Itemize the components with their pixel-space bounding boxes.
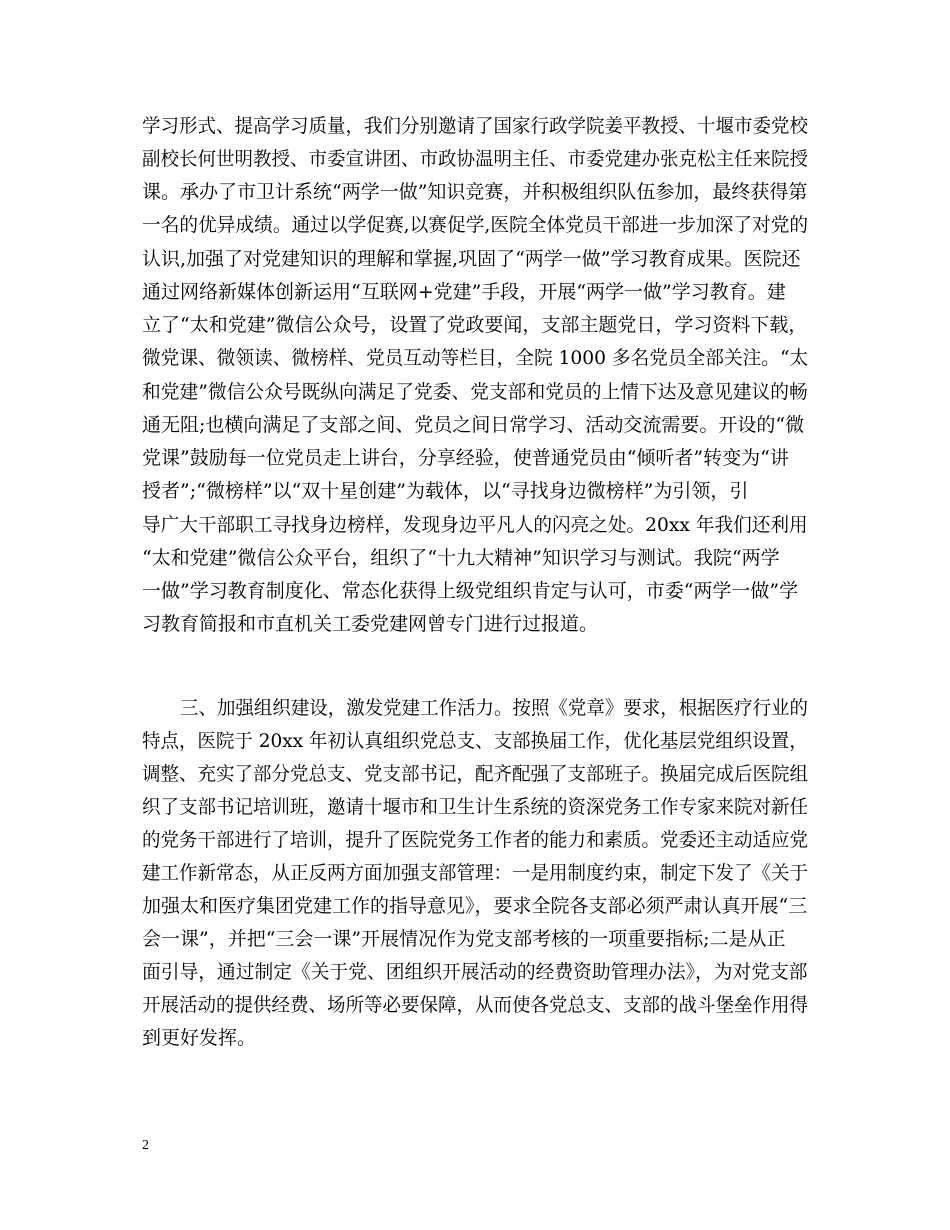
paragraph-2-line-8: 会一课”，并把“三会一课”开展情况作为党支部考核的一项重要指标;二是从正 bbox=[142, 928, 786, 950]
page-number: 2 bbox=[142, 1138, 149, 1153]
paragraph-1-line-9: 和党建”微信公众号既纵向满足了党委、党支部和党员的上情下达及意见建议的畅 bbox=[142, 381, 808, 403]
paragraph-1-line-11: 党课”鼓励每一位党员走上讲台，分享经验，使普通党员由“倾听者”转变为“讲 bbox=[142, 447, 789, 469]
paragraph-1-line-15: 一做”学习教育制度化、常态化获得上级党组织肯定与认可，市委“两学一做”学 bbox=[142, 580, 799, 602]
paragraph-1-line-2: 副校长何世明教授、市委宣讲团、市政协温明主任、市委党建办张克松主任来院授 bbox=[142, 148, 809, 170]
paragraph-2-line-6: 建工作新常态，从正反两方面加强支部管理：一是用制度约束，制定下发了《关于 bbox=[142, 862, 809, 884]
paragraph-1-line-5: 认识,加强了对党建知识的理解和掌握,巩固了“两学一做”学习教育成果。医院还 bbox=[142, 248, 801, 270]
paragraph-1-line-3: 课。承办了市卫计系统“两学一做”知识竞赛，并积极组织队伍参加，最终获得第 bbox=[142, 181, 808, 203]
paragraph-2-line-11: 到更好发挥。 bbox=[142, 1027, 257, 1049]
paragraph-2-line-9: 面引导，通过制定《关于党、团组织开展活动的经费资助管理办法》，为对党支部 bbox=[142, 961, 808, 983]
paragraph-2-line-2: 特点，医院于 20xx 年初认真组织党总支、支部换届工作，优化基层党组织设置， bbox=[142, 730, 808, 752]
paragraph-2-line-10: 开展活动的提供经费、场所等必要保障，从而使各党总支、支部的战斗堡垒作用得 bbox=[142, 994, 809, 1016]
paragraph-2-line-4: 织了支部书记培训班，邀请十堰市和卫生计生系统的资深党务工作专家来院对新任 bbox=[142, 796, 809, 818]
paragraph-1-line-8: 微党课、微领读、微榜样、党员互动等栏目，全院 1000 多名党员全部关注。“太 bbox=[142, 347, 809, 369]
paragraph-2-line-5: 的党务干部进行了培训，提升了医院党务工作者的能力和素质。党委还主动适应党 bbox=[142, 829, 809, 851]
paragraph-1-line-16: 习教育简报和市直机关工委党建网曾专门进行过报道。 bbox=[142, 613, 599, 635]
paragraph-1-line-13: 导广大干部职工寻找身边榜样，发现身边平凡人的闪亮之处。20xx 年我们还利用 bbox=[142, 514, 808, 536]
paragraph-2-line-1: 三、加强组织建设，激发党建工作活力。按照《党章》要求，根据医疗行业的 bbox=[180, 697, 809, 719]
paragraph-1-line-10: 通无阻;也横向满足了支部之间、党员之间日常学习、活动交流需要。开设的“微 bbox=[142, 414, 805, 436]
paragraph-1-line-12: 授者”;“微榜样”以“双十星创建”为载体，以“寻找身边微榜样”为引领，引 bbox=[142, 480, 749, 502]
paragraph-2-line-3: 调整、充实了部分党总支、党支部书记，配齐配强了支部班子。换届完成后医院组 bbox=[142, 763, 809, 785]
paragraph-2-line-7: 加强太和医疗集团党建工作的指导意见》，要求全院各支部必须严肃认真开展“三 bbox=[142, 895, 808, 917]
paragraph-1-line-4: 一名的优异成绩。通过以学促赛,以赛促学,医院全体党员干部进一步加深了对党的 bbox=[142, 214, 809, 236]
paragraph-1-line-6: 通过网络新媒体创新运用“互联网+党建”手段，开展“两学一做”学习教育。建 bbox=[142, 281, 786, 303]
paragraph-1-line-7: 立了“太和党建”微信公众号，设置了党政要闻，支部主题党日，学习资料下载， bbox=[142, 314, 808, 336]
paragraph-1-line-1: 学习形式、提高学习质量，我们分别邀请了国家行政学院姜平教授、十堰市委党校 bbox=[142, 115, 809, 137]
paragraph-1-line-14: “太和党建”微信公众平台，组织了“十九大精神”知识学习与测试。我院“两学 bbox=[142, 547, 780, 569]
